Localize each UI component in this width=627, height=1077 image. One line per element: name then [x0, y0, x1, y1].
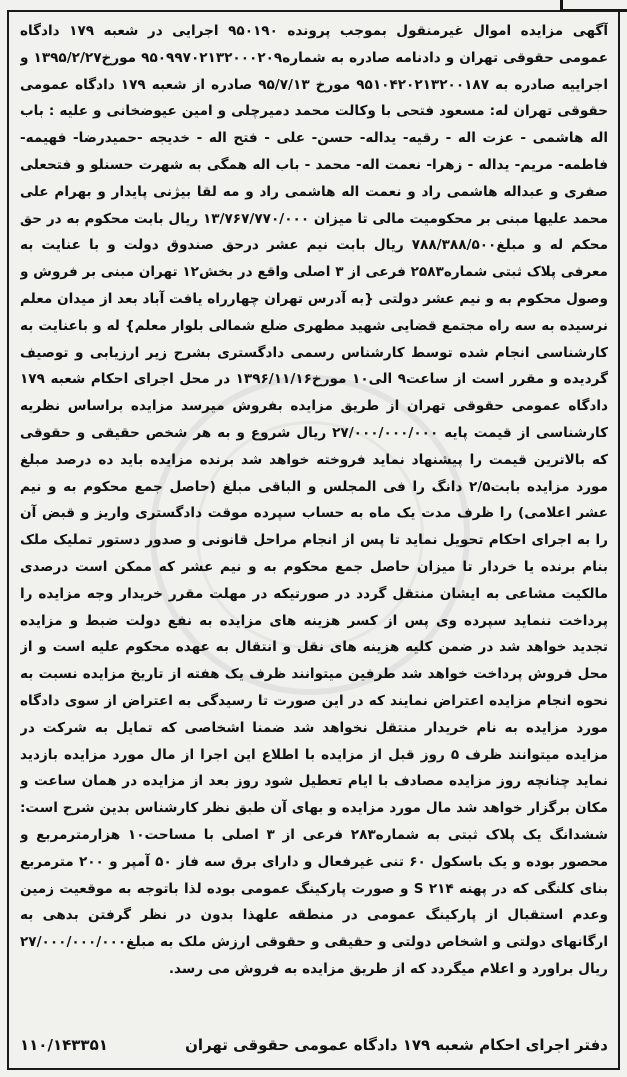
issuer-line: دفتر اجرای احکام شعبه ۱۷۹ دادگاه عمومی حقوقی تهران [185, 1036, 608, 1054]
notice-footer [20, 1030, 608, 1060]
notice-code: ۱۱۰/۱۴۳۳۵۱ [20, 1036, 108, 1054]
auction-notice-body: آگهی مزایده اموال غیرمنقول بموجب پرونده ۹۵۰۱۹۰ اجرایی در شعبه ۱۷۹ دادگاه عمومی حقوقی تهران و دادنامه صادره به شماره۹۵۰۹۹۷۰۲۱۳۲۰۰۰۲۰۹ مورخ۱۳۹۵/۲/۲۷ و اجراییه صادره به ۹۵۱۰۴۲۰۲۱۳۲۰۰۱۸۷ مورخ ۹۵/۷/۱۳ صادره از شعبه ۱۷۹ دادگاه عمومی حقوقی تهران له: مسعود فتحی با وکالت محمد دمیرچلی و امین عیوضخانی و علیه : باب اله هاشمی - عزت اله - رقیه- یداله- حسن- علی - فتح اله - خدیجه -حمیدرضا- فهیمه- فاطمه- مریم- یداله - زهرا- نعمت اله- محمد - باب اله همگی به شهرت حسنلو و فتحعلی صفری و عبداله هاشمی راد و نعمت اله هاشمی راد و مه لقا بیژنی پایدار و بهرام علی محمد علیها مبنی بر محکومیت مالی تا میزان ۱۳/۷۶۷/۷۷۰/۰۰۰ ریال بابت محکوم به در حق محکم له و مبلغ۷۸۸/۳۸۸/۵۰۰ ریال بابت نیم عشر درحق صندوق دولت و با عنایت به معرفی پلاک ثبتی شماره۲۵۸۳ فرعی از ۳ اصلی واقع در بخش۱۲ تهران مبنی بر فروش و وصول محکوم به و نیم عشر دولتی {به آدرس تهران چهارراه یافت آباد بعد از میدان معلم نرسیده به سه راه مجتمع قضایی شهید مطهری ضلع شمالی بلوار معلم} له و باعنایت به کارشناسی انجام شده توسط کارشناس رسمی دادگستری بشرح زیر ارزیابی و توصیف گردیده و مقرر است از ساعت۹ الی۱۰ مورخ۱۳۹۶/۱۱/۱۶ در محل اجرای احکام شعبه ۱۷۹ دادگاه عمومی حقوقی تهران از طریق مزایده بفروش میرسد مزایده براساس نظریه کارشناسی از قیمت پایه ۲۷/۰۰۰/۰۰۰/۰۰۰ ریال شروع و به هر شخص حقیقی و حقوقی که بالاترین قیمت را پیشنهاد نماید فروخته خواهد شد برنده مزایده باید ده درصد مبلغ مورد مزایده بابت۲/۵ دانگ را فی المجلس و الباقی مبلغ (حاصل جمع محکوم به و نیم عشر اعلامی) را ظرف مدت یک ماه به حساب سپرده موقت دادگستری واریز و قبض آن را به اجرای احکام تحویل نماید تا پس از انجام مراحل قانونی و صدور دستور تملیک ملک بنام برنده یا خردار تا میزان حاصل جمع محکوم به و نیم عشر که ممکن است درصدی مالکیت مشاعی به ایشان منتقل گردد در صورتیکه در مهلت مقرر خریدار وجه مزایده را پرداخت ننماید سپرده وی پس از کسر هزینه های مزایده به نفع دولت ضبط و مزایده تجدید خواهد شد در ضمن کلیه هزینه های نقل و انتقال به عهده محکوم علیه است و از محل فروش پرداخت خواهد شد طرفین میتوانند ظرف یک هفته از تاریخ مزایده نسبت به نحوه انجام مزایده اعتراض نمایند که در این صورت تا رسیدگی به اعتراض از سوی دادگاه مورد مزایده به نام خریدار منتقل نخواهد شد ضمنا اشخاصی که تمایل به شرکت در مزایده میتوانند ظرف ۵ روز قبل از مزایده با اطلاع این اجرا از مال مورد مزایده بازدید نماید چنانچه روز مزایده مصادف با ایام تعطیل شود روز بعد از مزایده در همان ساعت و مکان برگزار خواهد شد مال مورد مزایده و بهای آن طبق نظر کارشناس بدین شرح است: ششدانگ یک پلاک ثبتی به شماره۲۸۳ فرعی از ۳ اصلی با مساحت۱۰ هزارمترمربع و محصور بوده و یک باسکول ۶۰ تنی غیرفعال و دارای برق سه فاز ۵۰ آمپر و ۲۰۰ مترمربع بنای کلنگی که در پهنه S ۲۱۴ و صورت پارکینگ عمومی بوده لذا باتوجه به موقعیت زمین وعدم استقبال از پارکینگ عمومی در منطقه علهذا بدون در نظر گرفتن بدهی به ارگانهای دولتی و اشخاص دولتی و حقیقی و حقوقی ارزش ملک به مبلغ۲۷/۰۰۰/۰۰۰/۰۰۰ ریال براورد و اعلام میگردد که از طریق مزایده به فروش می رسد. [20, 23, 608, 977]
